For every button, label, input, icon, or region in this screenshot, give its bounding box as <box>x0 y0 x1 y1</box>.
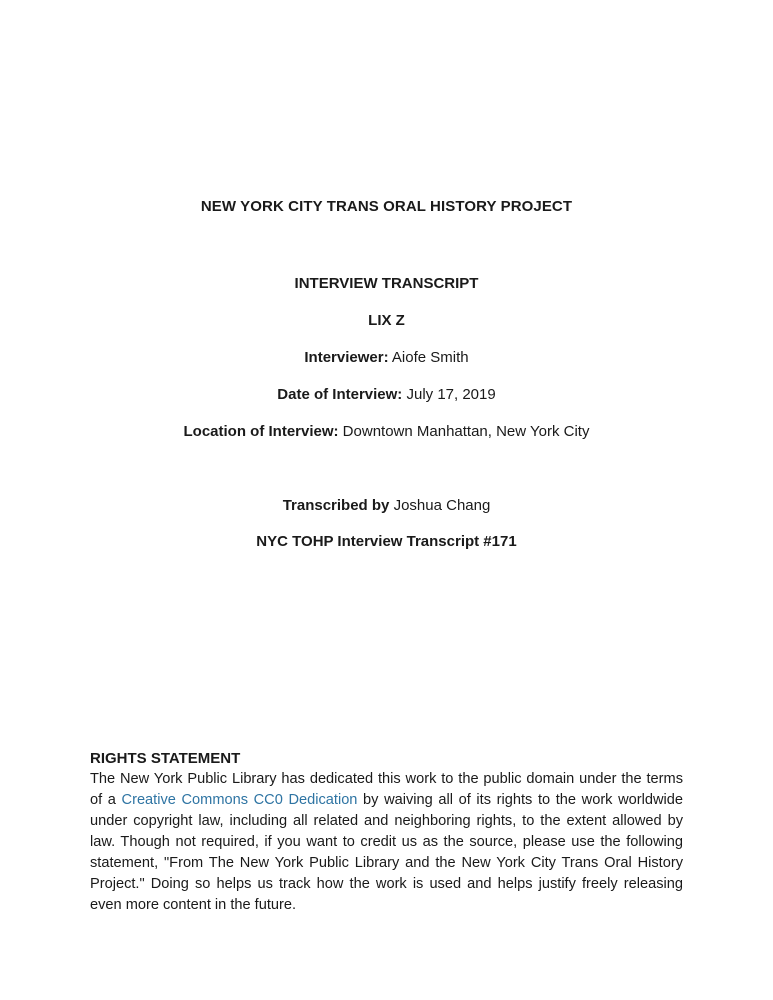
rights-statement-section <box>90 748 683 916</box>
location-line <box>90 422 683 442</box>
rights-statement-heading: RIGHTS STATEMENT <box>90 750 241 767</box>
location-value: Downtown Manhattan, New York City <box>338 423 590 440</box>
transcriber-label: Transcribed by <box>282 497 390 514</box>
document-title: NEW YORK CITY TRANS ORAL HISTORY PROJECT <box>200 198 573 215</box>
date-value: July 17, 2019 <box>402 386 496 403</box>
transcriber-line <box>90 496 683 516</box>
transcript-id: NYC TOHP Interview Transcript #171 <box>256 533 517 550</box>
transcriber-value: Joshua Chang <box>389 497 491 514</box>
date-line <box>90 385 683 405</box>
date-label: Date of Interview: <box>277 386 403 403</box>
interviewer-label: Interviewer: <box>304 349 389 366</box>
rights-text-before-link: The New York Public Library has dedicated this work to the public domain under the terms of a <box>90 771 683 808</box>
interviewee-name: LIX Z <box>368 312 405 329</box>
rights-text-after-link: by waiving all of its rights to the work worldwide under copyright law, including all related and neighboring rights, to the extent allowed by law. Though not required, if you want to credit us as the source, please use the following statement, "From The New York Public Library and the New York City Trans Oral History Project." Doing so helps us track how the work is used and helps justify freely releasing even more content in the future. <box>90 792 683 913</box>
rights-statement-paragraph <box>90 769 683 916</box>
location-label: Location of Interview: <box>183 423 339 440</box>
interviewer-value: Aiofe Smith <box>388 349 469 366</box>
cc0-dedication-link[interactable]: Creative Commons CC0 Dedication <box>121 792 358 808</box>
interviewer-line <box>90 348 683 368</box>
document-subtitle: INTERVIEW TRANSCRIPT <box>294 275 479 292</box>
